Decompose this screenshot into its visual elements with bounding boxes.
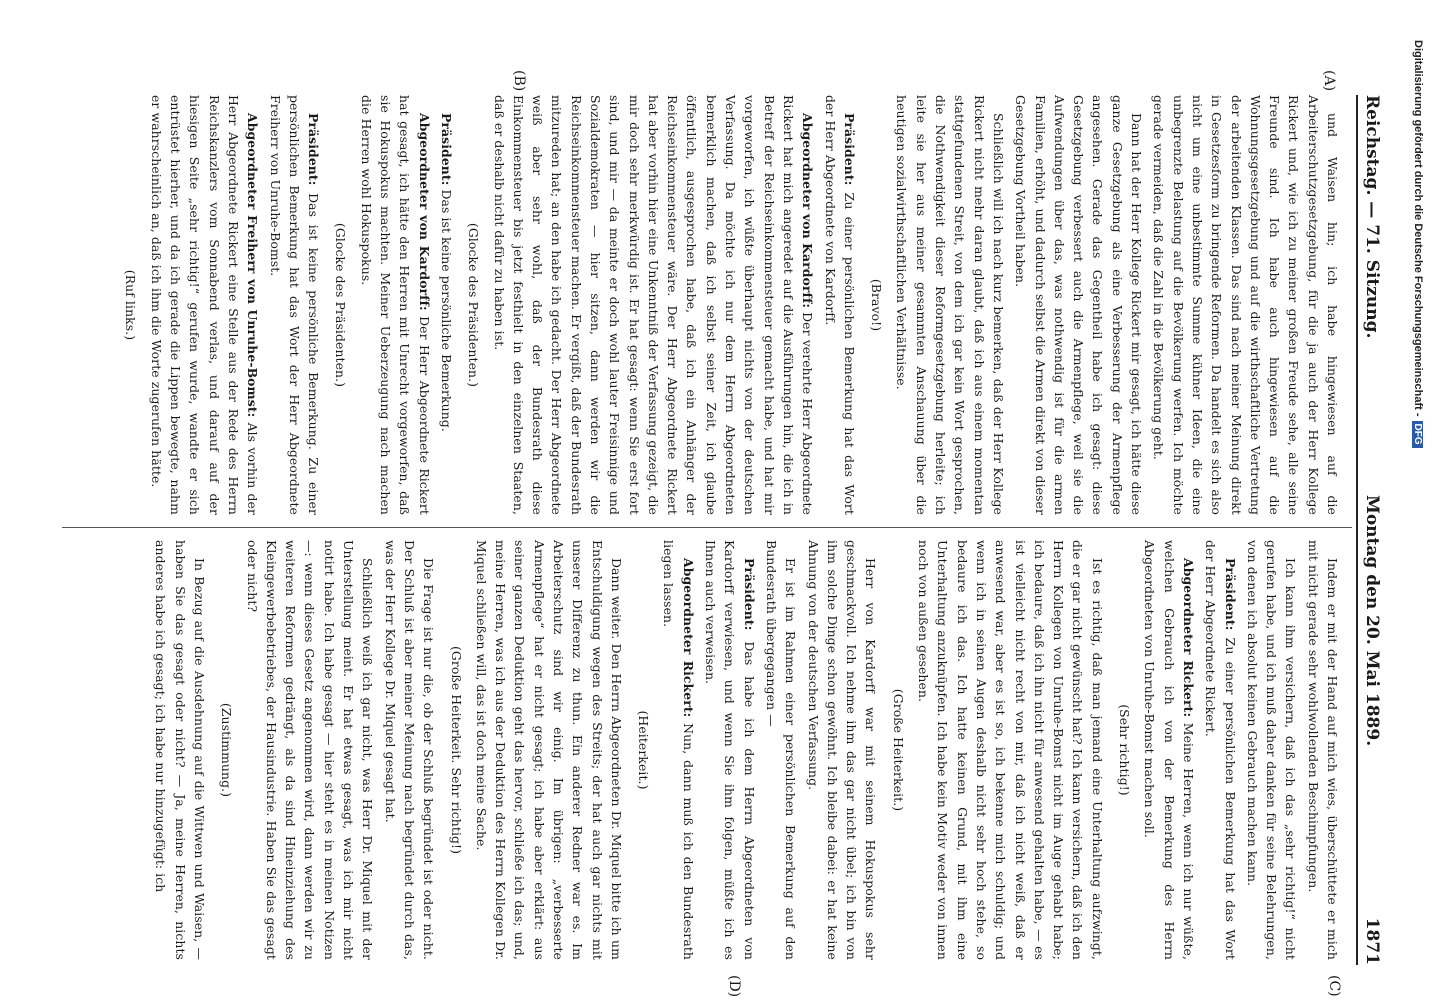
margin-marker-d: (D): [726, 975, 742, 998]
speaker-name: Abgeordneter Rickert:: [1180, 558, 1196, 718]
paragraph-text: Die Frage ist nur die, ob der Schluß begründet ist oder nicht. Der Schluß ist aber meiner Meinung nach begründet durch das, was der Herr Kollege Dr. Miquel gesagt hat.: [382, 540, 437, 960]
paragraph: [265, 95, 323, 515]
paragraph-text: Der Herr Abgeordnete Rickert hat gesagt, ich hätte den Herren mit Unrecht vorgeworfen, daß sie Hokuspokus machten. Meiner Ueberzeugung nach machen die Herren wohl Hokuspokus.: [358, 95, 432, 515]
paragraph: [659, 540, 698, 960]
paragraph: [914, 540, 1107, 960]
paragraph: [1201, 540, 1240, 960]
column-divider: [62, 527, 1352, 528]
paragraph-text: Er ist im Rahmen einer persönlichen Bemerkung auf den Bundesrath übergegangen —: [763, 540, 799, 960]
speaker-name: Präsident:: [438, 113, 454, 186]
stage-direction: (Bravo!): [869, 278, 885, 332]
margin-marker-b: (B): [511, 70, 527, 92]
paragraph: [803, 540, 880, 960]
paragraph-text: Herr von Kardorff war mit seinem Hokuspokus sehr geschmackvoll. Ich nehme ihm das gar nicht übel; ich bin von ihm solche Dinge schon gewöhnt. Ich bleibe dabei: er hat keine Ahnung von der deutschen Verfassung.: [805, 540, 879, 960]
paragraph-text: Dann hat der Herr Kollege Rickert mir gesagt, ich hätte diese ganze Gesetzgebung als eine Verbesserung der Armenpflege angesehen. Gerade das Gegentheil habe ich gesagt: diese Gesetzgebung verbessert auch die Armenpflege, weil sie die Aufwendungen über das, was nothwendig ist für die armen Familien, erhöht, und dadurch selbst die Armen direkt von dieser Gesetzgebung Vortheil haben.: [1013, 95, 1145, 515]
speaker-name: Präsident:: [306, 113, 322, 186]
margin-marker-c: (C): [1326, 975, 1342, 997]
paragraph: [380, 540, 438, 960]
speaker-name: Präsident:: [1222, 558, 1238, 631]
paragraph: [762, 540, 801, 960]
header-session: Reichstag. — 71. Sitzung.: [1362, 95, 1382, 339]
paragraph-text: Dann weiter. Den Herrn Abgeordneten Dr. Miquel bitte ich um Entschuldigung wegen des Streits; der hat auch gar nichts mit unserer Differenz zu thun. Ein anderer Redner war es. Im Arbeiterschutz sind wir einig. Im übrigen: „verbesserte Armenpflege“ hat er nicht gesagt; ich habe aber erklärt: aus seiner ganzen Deduktion geht das hervor, schließe ich das; und, meine Herren, was ich aus der Deduktion des Herrn Kollegen Dr. Miquel schließen will, das ist doch meine Sache.: [473, 540, 624, 960]
paragraph-text: Nun, dann muß ich den Bundesrath liegen lassen.: [661, 540, 696, 960]
paragraph-text: und Waisen hin; ich habe hingewiesen auf die Arbeiterschutzgesetzgebung, für die ja auch der Herr Kollege Rickert und, wie ich zu meiner großen Freude sehe, alle seine Freunde sind. Ich habe auch hingewiesen auf die Wohnungsgesetzgebung und auf die wirthschaftliche Vertretung der arbeitenden Klassen. Das sind nach meiner Meinung direkt in Gesetzesform zu bringende Reformen. Da handelt es sich also nicht um eine unbestimmte Summe kühner Ideen, die eine unbegrenzte Belastung auf die Bevölkerung werfen. Ich möchte gerade vermeiden, daß die Zahl in die Bevölkerung geht.: [1151, 95, 1340, 515]
speaker-name: Präsident:: [741, 558, 757, 631]
paragraph: [437, 95, 456, 515]
margin-marker-a: (A): [1321, 70, 1337, 92]
page-number: 1871: [1362, 917, 1382, 965]
paragraph-text: Ist es richtig, daß man jemand eine Unterhaltung aufzwingt, die er gar nicht gewünscht hat? Ich kann versichern, daß ich den Herrn Kollegen von Unruhe-Bomst nicht im Auge gehabt habe; ich bedaure, daß ich ihn nicht für anwesend gehalten habe, — es ist vielleicht nicht recht von mir, daß ich nicht weiß, daß er anwesend war, aber es ist so, ich bekenne mich schuldig; und wenn ich in seinen Augen deshalb nicht sehr hoch stehe, so bedaure ich das. Ich hatte keinen Grund, mit ihm eine Unterhaltung anzuknüpfen. Ich habe kein Motiv weder von innen noch von außen gesehen.: [916, 540, 1105, 960]
speaker-name: Abgeordneter Rickert:: [680, 558, 696, 718]
paragraph-text: Indem er mit der Hand auf mich wies, überschüttete er mich mit nicht gerade sehr wohlwollenden Beschimpfungen.: [1305, 540, 1340, 960]
right-column: [148, 540, 1342, 960]
paragraph: [472, 540, 626, 960]
paragraph: [489, 95, 817, 515]
paragraph: [1140, 540, 1198, 960]
stage-direction: (Ruf links.): [123, 269, 139, 341]
paragraph-text: Ich kann ihm versichern, daß ich das „sehr richtig!“ nicht gerufen habe, und ich muß daher danken für seine Belehrungen, von denen ich absolut keinen Gebrauch machen kann.: [1244, 540, 1299, 960]
stage-direction: (Große Heiterkeit. Sehr richtig!): [448, 645, 464, 855]
credit-line: [1400, 40, 1424, 660]
paragraph: [701, 540, 759, 960]
stage-direction: (Sehr richtig!): [1117, 704, 1133, 796]
paragraph-text: Als vorhin der Herr Abgeordnete Rickert eine Stelle aus der Rede des Herrn Reichskanzlers vom Sonnabend verlas, und darauf auf der hiesigen Seite „sehr richtig!“ gerufen wurde, wandte er sich entrüstet hierher, und da ich gerade die Lippen bewegte, nahm er wahrscheinlich an, daß ich ihm die Worte zugerufen hätte.: [148, 95, 261, 515]
header-date: Montag den 20. Mai 1889.: [1362, 495, 1382, 747]
speaker-name: Abgeordneter von Kardorff:: [416, 113, 432, 311]
paragraph-text: Zu einer persönlichen Bemerkung hat das Wort der Herr Abgeordnete von Kardorff.: [822, 95, 857, 515]
page-header: [1356, 95, 1382, 965]
stage-direction: (Glocke des Präsidenten.): [466, 222, 482, 388]
paragraph: [1303, 540, 1342, 960]
stage-direction: (Heiterkeit.): [636, 710, 652, 790]
paragraph: [1243, 540, 1301, 960]
credit-text: Digitalisierung gefördert durch die Deutsche Forschungsgemeinschaft -: [1412, 40, 1424, 417]
paragraph-text: Schließlich weiß ich gar nicht, was Herr Dr. Miquel mit der Unterstellung meint. Er hat etwas gesagt, was ich mir nicht notirt habe. Ich habe gesagt — hier steht es in meinen Notizen —: wenn dieses Gesetz angenommen wird, dann werden wir zu weiteren Reformen gedrängt, als da sind Hineinziehung des Kleingewerbebetriebes, der Hausindustrie. Haben Sie das gesagt oder nicht?: [244, 540, 376, 960]
left-column: [113, 95, 1342, 515]
paragraph-text: Schließlich will ich nach kurz bemerken, daß der Herr Kollege Rickert nicht mehr daran glaubt, daß ich aus einem momentan stattgefundenen Streit, von dem ich gar kein Wort gesprochen, die Nothwendigkeit dieser Reformgesetzgebung herleite; ich leite sie her aus meiner gesammten Anschauung über die heutigen sozialwirthschaftlichen Verhältnisse.: [894, 95, 1006, 515]
paragraph: [1149, 95, 1342, 515]
speaker-name: Abgeordneter von Kardorff:: [800, 113, 816, 309]
paragraph: [892, 95, 1008, 515]
dfg-logo: DFG: [1412, 421, 1423, 448]
paragraph: [151, 540, 209, 960]
digitization-credit: [1400, 40, 1430, 660]
stage-direction: (Große Heiterkeit.): [890, 688, 906, 812]
paragraph-text: Meine Herren, wenn ich nur wüßte, welchen Gebrauch ich von der Bemerkung des Herrn Abgeordneten von Unruhe-Bomst machen soll.: [1142, 540, 1196, 960]
paragraph-text: Zu einer persönlichen Bemerkung hat das Wort der Herr Abgeordnete Rickert.: [1203, 540, 1238, 960]
paragraph-text: In Bezug auf die Ausdehnung auf die Wittwen und Waisen, — haben Sie das gesagt oder nicht? — Ja, meine Herren, nichts anderes habe ich gesagt; ich habe nur hinzugefügt: ich: [153, 540, 207, 960]
speaker-name: Präsident:: [841, 113, 857, 186]
paragraph: [242, 540, 377, 960]
stage-direction: (Zustimmung.): [219, 702, 235, 798]
paragraph-text: Das habe ich dem Herrn Abgeordneten von Kardorff verwiesen, und wenn Sie ihm folgen, müßte ich es Ihnen auch verweisen.: [703, 540, 757, 960]
paragraph-text: Der verehrte Herr Abgeordnete Rickert hat mich angeredet auf die Ausführungen hin, die ich in Betreff der Reichseinkommensteuer gemacht habe, und hat mir vorgeworfen, ich wüßte überhaupt nichts von der deutschen Verfassung. Da möchte ich nur dem Herrn Abgeordneten bemerklich machen, daß ich selbst seiner Zeit, ich glaube öffentlich, ausgesprochen habe, daß ich ein Anhänger der Reichseinkommensteuer wäre. Der Herr Abgeordnete Rickert hat aber vorhin hier eine Unkenntniß der Verfassung gezeigt, die mir doch sehr merkwürdig ist. Er hat gesagt: wenn Sie erst fort sind, und mir — da meinte er doch wohl lauter Freisinnige und Sozialdemokraten — hier sitzen, dann werden wir die Reichseinkommensteuer machen. Er vergißt, daß der Bundesrath mitzureden hat; an den habe ich gedacht. Der Herr Abgeordnete weiß aber sehr wohl, daß der Bundesrath diese Einkommensteuer bis jetzt festhielt in den einzelnen Staaten, daß er deshalb nicht dafür zu haben ist.: [491, 95, 816, 515]
stage-direction: (Glocke des Präsidenten.): [333, 222, 349, 388]
paragraph: [356, 95, 433, 515]
paragraph: [1011, 95, 1146, 515]
paragraph-text: Das ist keine persönliche Bemerkung.: [438, 185, 454, 432]
paragraph: [820, 95, 859, 515]
paragraph: [146, 95, 262, 515]
speaker-name: Abgeordneter Freiherr von Unruhe-Bomst:: [245, 113, 261, 418]
paragraph-text: Das ist keine persönliche Bemerkung. Zu einer persönlichen Bemerkung hat das Wort der Herr Abgeordnete Freiherr von Unruhe-Bomst.: [267, 95, 322, 515]
